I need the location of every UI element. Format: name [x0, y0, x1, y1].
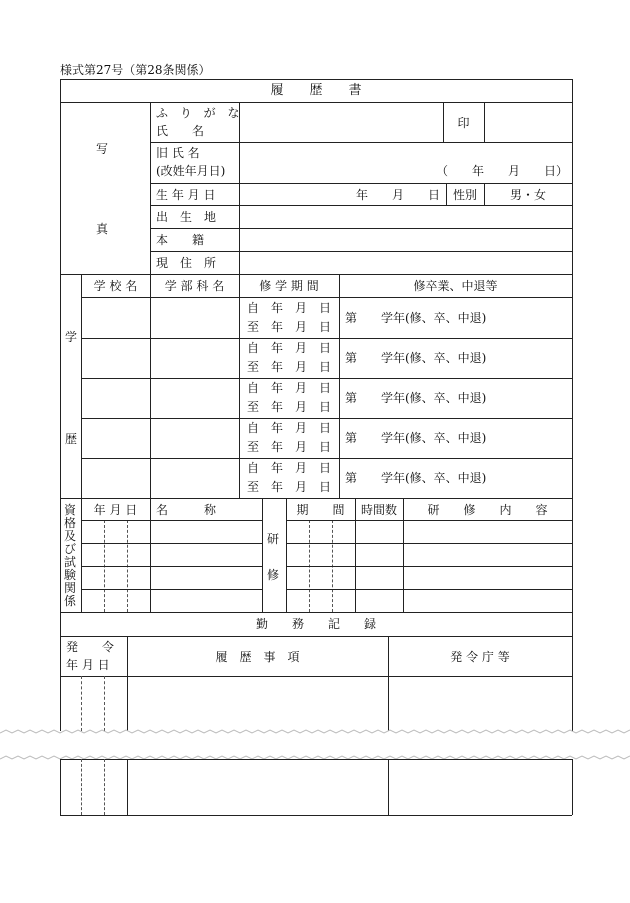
edu-row-to: 至 年 月 日: [247, 320, 332, 334]
school-header: 学 校 名: [93, 279, 138, 293]
edu-row-to: 至 年 月 日: [247, 480, 332, 494]
office-header: 発 令 庁 等: [450, 650, 510, 664]
table-right-border: [572, 79, 573, 731]
document-title: 履 歴 書: [270, 83, 362, 98]
edu-row-to: 至 年 月 日: [247, 440, 332, 454]
photo-label-bottom: 真: [96, 222, 109, 236]
history-header: 履 歴 事 項: [215, 650, 300, 664]
qual-hours-header: 時間数: [360, 503, 397, 517]
education-side-label-bottom: 歴: [65, 432, 78, 446]
work-record-title: 勤 務 記 録: [255, 617, 376, 631]
name-label: 氏 名: [156, 124, 205, 138]
order-date-header-top: 発 令: [66, 640, 115, 654]
gender-label: 性別: [452, 188, 477, 202]
edu-row-status: 第 学年(修、卒、中退): [345, 351, 487, 365]
edu-row-from: 自 年 月 日: [247, 381, 332, 395]
old-name-note: (改姓年月日): [156, 164, 226, 178]
edu-row-from: 自 年 月 日: [247, 341, 332, 355]
edu-row-from: 自 年 月 日: [247, 461, 332, 475]
training-label-bottom: 修: [267, 568, 280, 582]
form-number: 様式第27号（第28条関係）: [60, 63, 211, 77]
address-label: 現 住 所: [156, 256, 217, 270]
edu-row-status: 第 学年(修、卒、中退): [345, 471, 487, 485]
gender-value[interactable]: 男・女: [509, 188, 546, 202]
table-top-border: [60, 79, 572, 80]
qual-period-header: 期 間: [296, 503, 345, 517]
birthdate-value: 年 月 日: [355, 188, 440, 202]
edu-row-status: 第 学年(修、卒、中退): [345, 311, 487, 325]
table-left-border: [60, 79, 61, 731]
edu-row-status: 第 学年(修、卒、中退): [345, 431, 487, 445]
order-date-header-bottom: 年 月 日: [66, 658, 110, 672]
birthplace-label: 出 生 地: [156, 210, 217, 224]
edu-row-status: 第 学年(修、卒、中退): [345, 391, 487, 405]
domicile-label: 本 籍: [156, 233, 205, 247]
qual-name-header: 名 称: [156, 503, 217, 517]
birthdate-label: 生 年 月 日: [156, 188, 216, 202]
old-name-date: （ 年 月 日）: [435, 164, 568, 178]
page-break-indicator: [0, 728, 630, 762]
training-label-top: 研: [267, 532, 280, 546]
qual-date-header: 年 月 日: [93, 503, 138, 517]
qual-content-header: 研 修 内 容: [427, 503, 548, 517]
edu-row-to: 至 年 月 日: [247, 400, 332, 414]
furigana-label: ふ り が な: [156, 106, 244, 120]
edu-row-to: 至 年 月 日: [247, 360, 332, 374]
faculty-header: 学 部 科 名: [164, 279, 225, 293]
qualifications-side-label: 資格及び試験関係: [63, 503, 76, 608]
seal-label: 印: [457, 116, 470, 130]
education-side-label-top: 学: [65, 330, 78, 344]
period-header: 修 学 期 間: [259, 279, 319, 293]
old-name-label: 旧 氏 名: [156, 146, 200, 160]
name-field[interactable]: [240, 103, 442, 141]
edu-row-from: 自 年 月 日: [247, 421, 332, 435]
edu-row-from: 自 年 月 日: [247, 301, 332, 315]
status-header: 修卒業、中退等: [413, 279, 498, 293]
photo-label-top: 写: [96, 142, 109, 156]
